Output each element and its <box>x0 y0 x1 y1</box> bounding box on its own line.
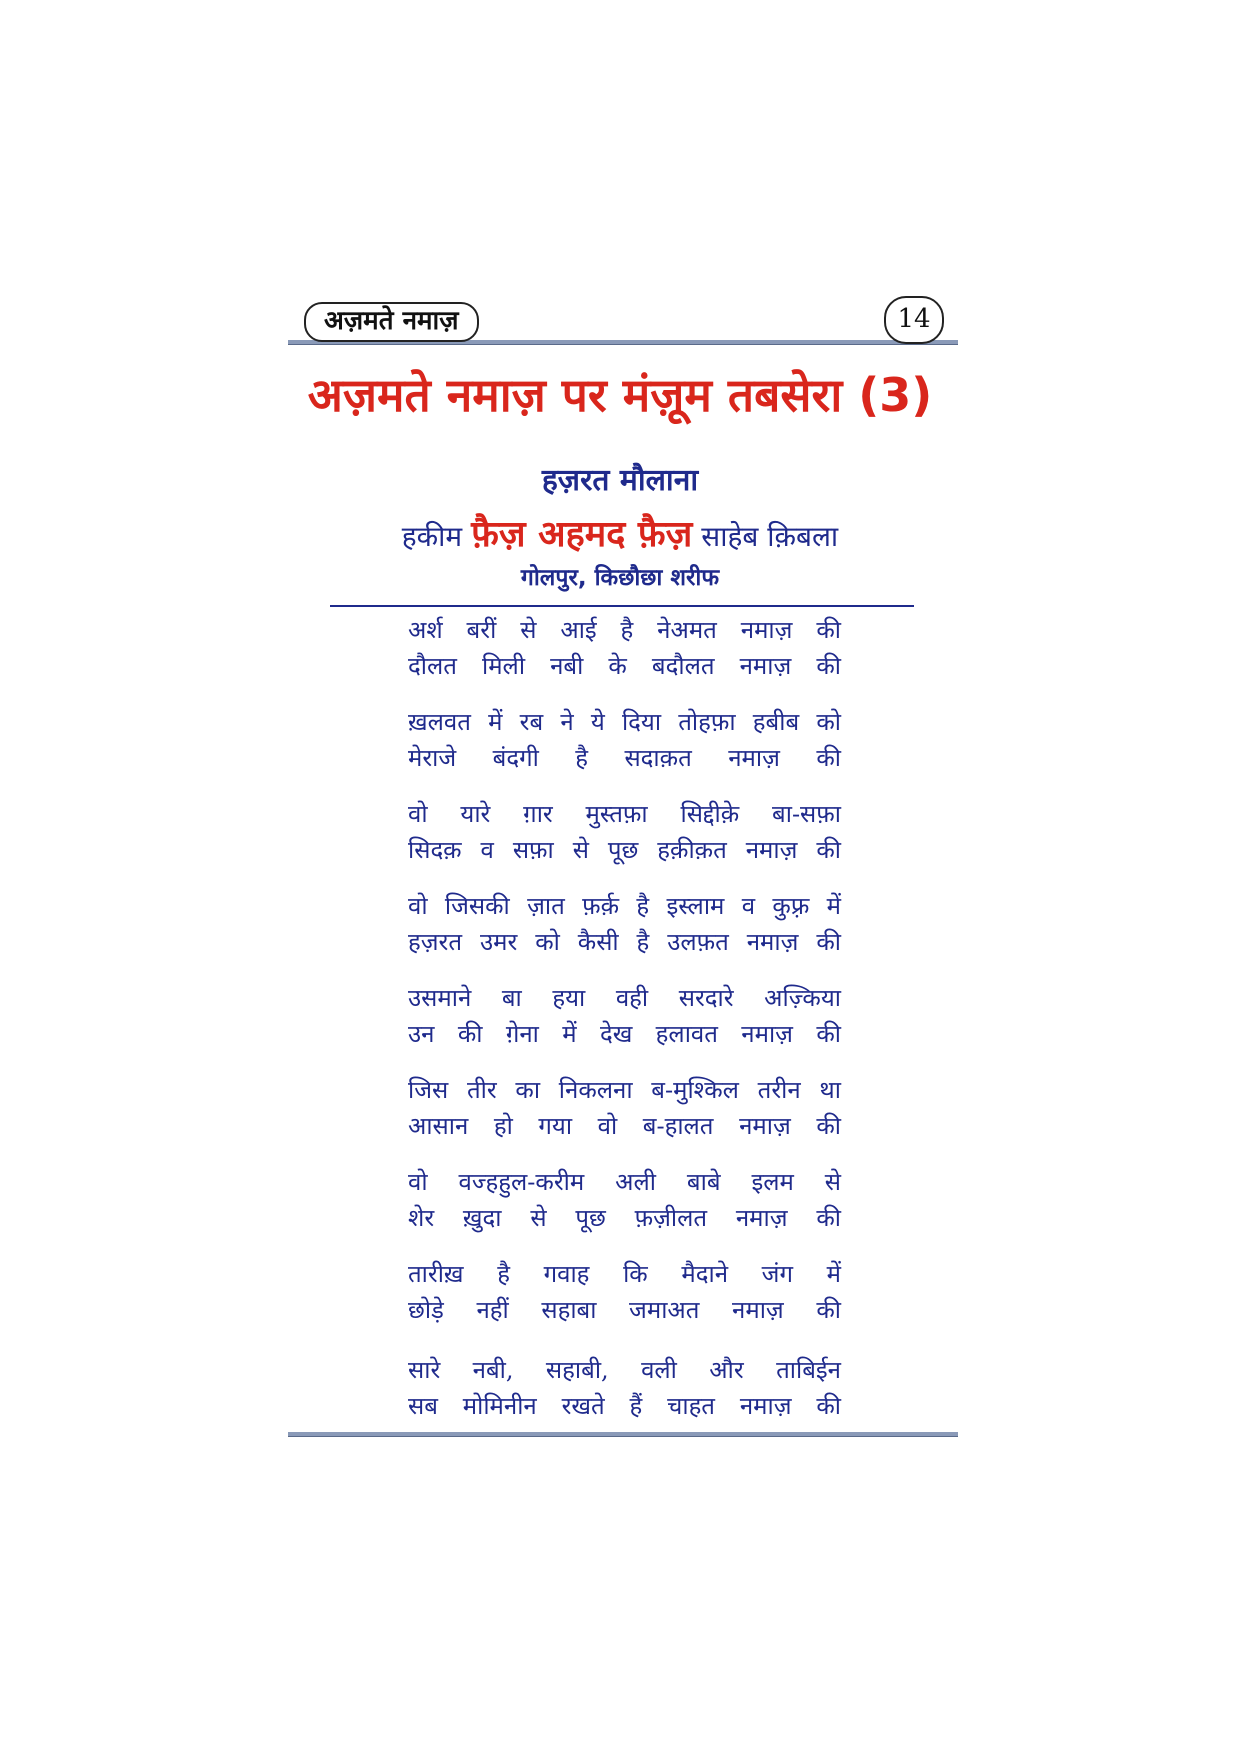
author-honorific: हज़रत मौलाना <box>541 463 699 498</box>
footer-rule <box>288 1432 958 1437</box>
poem-line: दौलत मिली नबी के बदौलत नमाज़ की <box>408 652 841 680</box>
poem-line: सब मोमिनीन रखते हैं चाहत नमाज़ की <box>408 1392 841 1420</box>
divider <box>330 605 914 607</box>
author-suffix: साहेब क़िबला <box>701 520 839 553</box>
poem-line: तारीख़ है गवाह कि मैदाने जंग में <box>408 1260 841 1288</box>
poem-line: शेर ख़ुदा से पूछ फ़ज़ीलत नमाज़ की <box>408 1204 841 1232</box>
poem-line: आसान हो गया वो ब-हालत नमाज़ की <box>408 1112 841 1140</box>
couplet <box>408 980 841 1072</box>
couplet <box>408 612 841 704</box>
poem-line: वो वज्हहुल-करीम अली बाबे इलम से <box>408 1168 841 1196</box>
poem-line: ख़लवत में रब ने ये दिया तोहफ़ा हबीब को <box>408 708 841 736</box>
book-title: अज़मते नमाज़ <box>304 302 479 342</box>
poem-line: छोड़े नहीं सहाबा जमाअत नमाज़ की <box>408 1296 841 1324</box>
poem-line: सिदक़ व सफ़ा से पूछ हक़ीक़त नमाज़ की <box>408 836 841 864</box>
author-name-line <box>0 508 1240 557</box>
author-place: गोलपुर, किछौछा शरीफ <box>520 565 720 591</box>
poem-line: उसमाने बा हया वही सरदारे अज़्किया <box>408 984 841 1012</box>
couplet <box>408 796 841 888</box>
page-title: अज़मते नमाज़ पर मंज़ूम तबसेरा (3) <box>307 368 933 422</box>
page-header <box>288 302 958 346</box>
couplet <box>408 704 841 796</box>
poem-line: उन की ग़ेना में देख हलावत नमाज़ की <box>408 1020 841 1048</box>
author-name: फ़ैज़ अहमद फ़ैज़ <box>471 514 693 555</box>
couplet <box>408 888 841 980</box>
couplet <box>408 1072 841 1164</box>
poem-line: हज़रत उमर को कैसी है उलफ़त नमाज़ की <box>408 928 841 956</box>
couplet <box>408 1256 841 1348</box>
author-prefix: हकीम <box>401 520 463 553</box>
poem <box>408 612 841 1444</box>
poem-line: अर्श बरीं से आई है नेअमत नमाज़ की <box>408 616 841 644</box>
page-number: 14 <box>884 296 944 344</box>
poem-line: वो यारे ग़ार मुस्तफ़ा सिद्दीक़े बा-सफ़ा <box>408 800 841 828</box>
poem-line: वो जिसकी ज़ात फ़र्क़ है इस्लाम व कुफ़्र में <box>408 892 841 920</box>
poem-line: मेराजे बंदगी है सदाक़त नमाज़ की <box>408 744 841 772</box>
couplet <box>408 1352 841 1444</box>
poem-line: जिस तीर का निकलना ब-मुश्किल तरीन था <box>408 1076 841 1104</box>
couplet <box>408 1164 841 1256</box>
poem-line: सारे नबी, सहाबी, वली और ताबिईन <box>408 1356 841 1384</box>
